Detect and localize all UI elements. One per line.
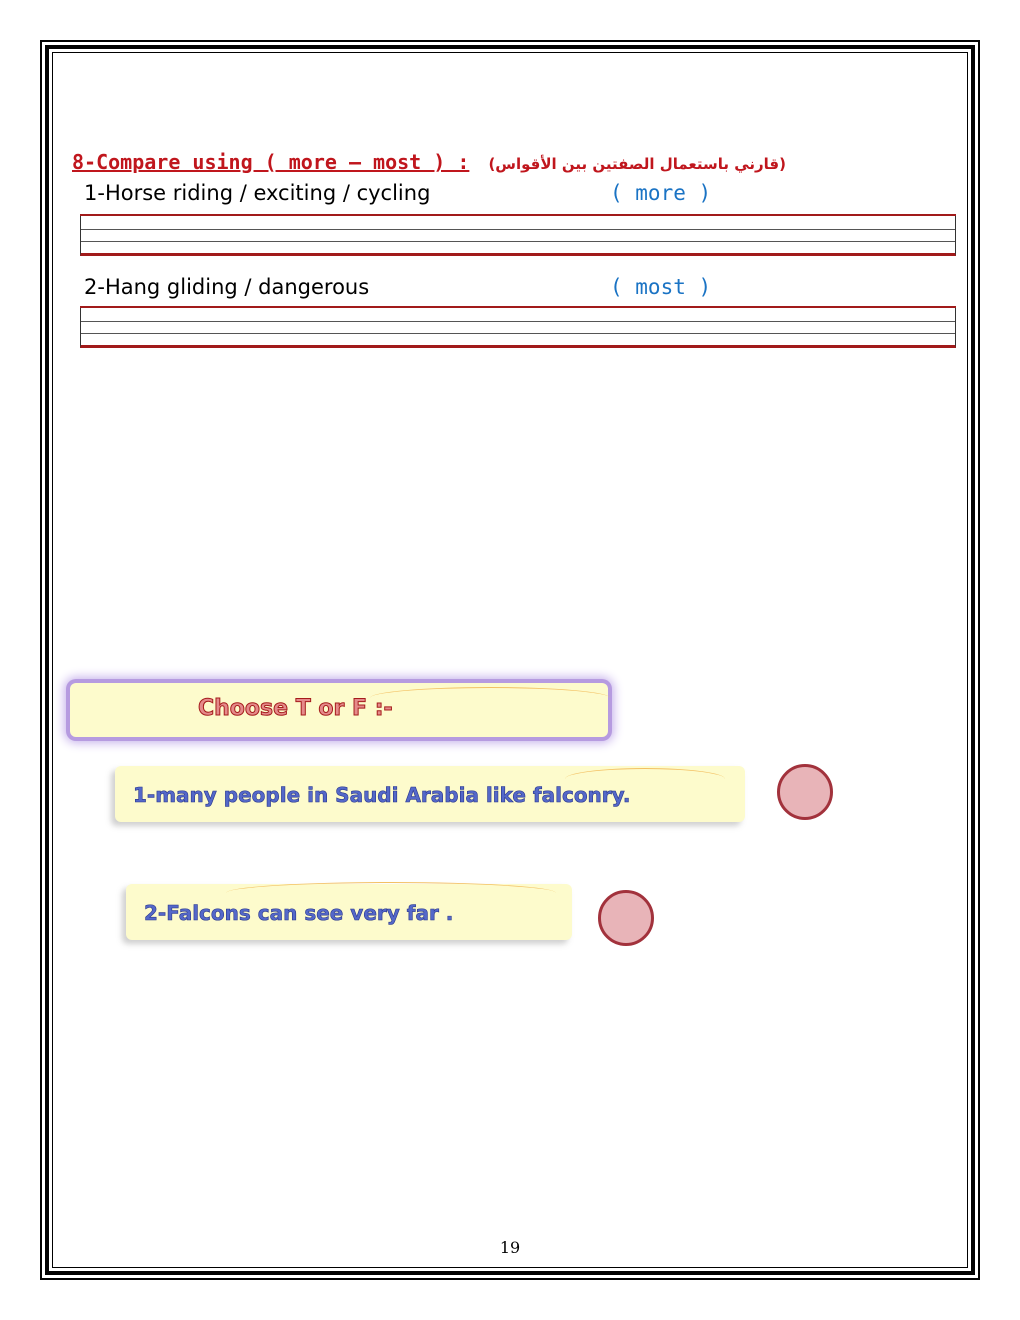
true-false-statement-2: 2-Falcons can see very far . — [144, 901, 454, 925]
compare-question-1-hint: ( more ) — [610, 181, 712, 205]
compare-question-2-prompt: 2-Hang gliding / dangerous — [84, 275, 370, 299]
page-number: 19 — [499, 1238, 521, 1257]
compare-question-2-hint: ( most ) — [610, 275, 712, 299]
compare-heading — [72, 150, 786, 174]
compare-heading-english: 8-Compare using ( more – most ) : — [72, 150, 470, 174]
true-false-heading: Choose T or F :- — [198, 696, 393, 721]
true-false-answer-circle-2[interactable] — [598, 890, 654, 946]
compare-heading-arabic: (قارني باستعمال الصفتين بين الأقواس) — [488, 155, 786, 173]
true-false-statement-1-banner — [115, 766, 745, 822]
compare-question-1-prompt: 1-Horse riding / exciting / cycling — [84, 181, 431, 205]
compare-answer-2-lines[interactable] — [80, 306, 956, 348]
true-false-heading-banner — [70, 683, 608, 737]
compare-answer-1-lines[interactable] — [80, 214, 956, 256]
banner-swoosh-decoration — [370, 687, 610, 698]
true-false-answer-circle-1[interactable] — [777, 764, 833, 820]
banner-swoosh-decoration — [226, 882, 556, 893]
true-false-statement-2-banner — [126, 884, 572, 940]
banner-swoosh-decoration — [565, 768, 725, 779]
true-false-statement-1: 1-many people in Saudi Arabia like falconry. — [133, 783, 631, 807]
